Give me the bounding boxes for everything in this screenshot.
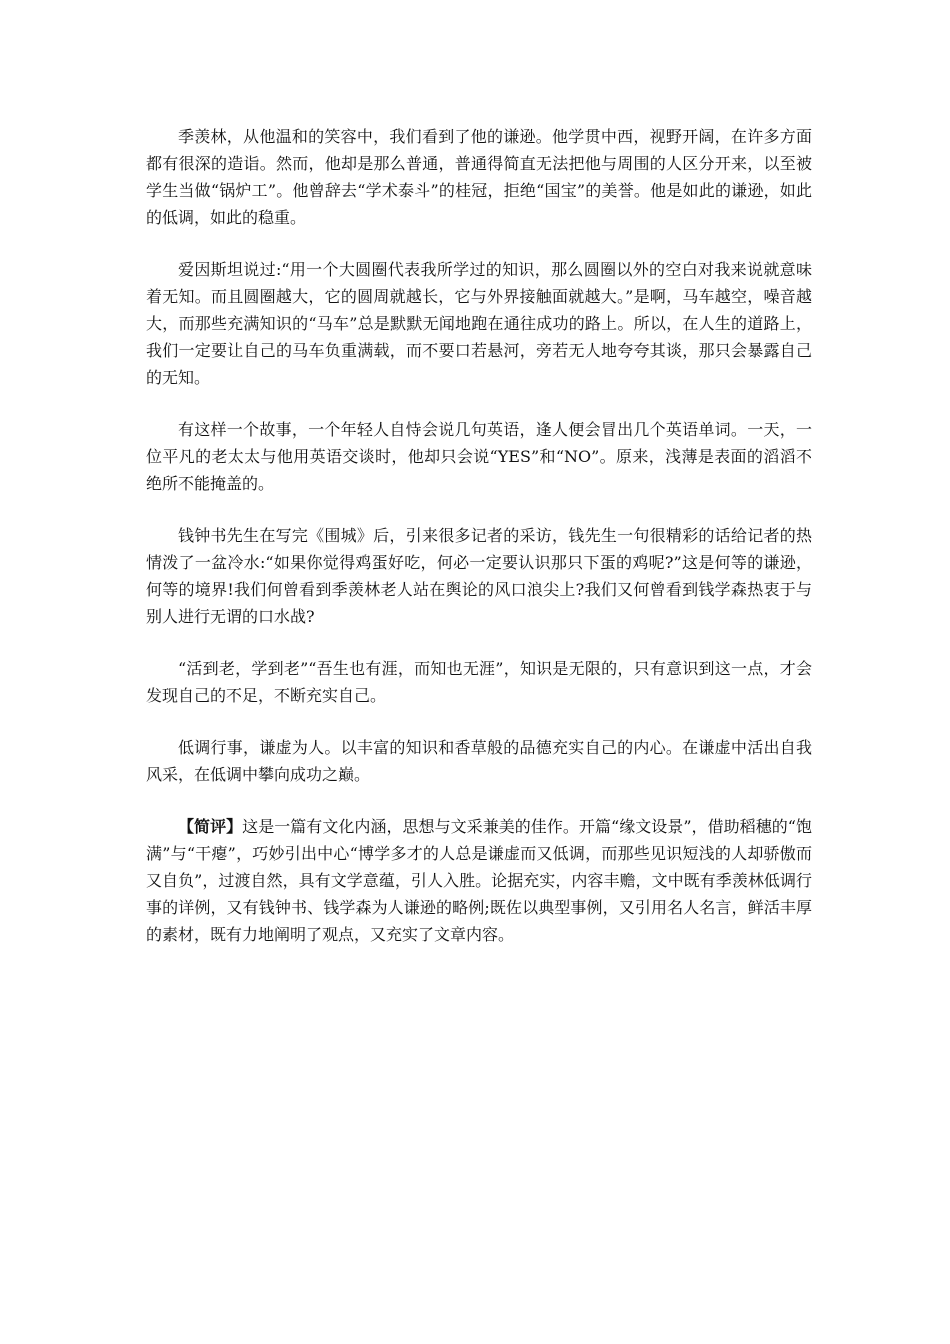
paragraph-qian-zhongshu: 钱钟书先生在写完《围城》后，引来很多记者的采访，钱先生一句很精彩的话给记者的热情泼了一盆冷水:“如果你觉得鸡蛋好吃，何必一定要认识那只下蛋的鸡呢?”这是何等的谦逊，何等的境界!我们何曾看到季羡林老人站在舆论的风口浪尖上?我们又何曾看到钱学森热衷于与别人进行无谓的口水战? xyxy=(146,526,812,626)
paragraph-conclusion: 低调行事，谦虚为人。以丰富的知识和香草般的品德充实自己的内心。在谦虚中活出自我风采，在低调中攀向成功之巅。 xyxy=(146,738,812,784)
essay-body xyxy=(146,123,812,973)
paragraph-story: 有这样一个故事，一个年轻人自恃会说几句英语，逢人便会冒出几个英语单词。一天，一位平凡的老太太与他用英语交谈时，他却只会说“YES”和“NO”。原来，浅薄是表面的滔滔不绝所不能掩盖的。 xyxy=(146,420,812,493)
paragraph-einstein: 爱因斯坦说过:“用一个大圆圈代表我所学过的知识，那么圆圈以外的空白对我来说就意味着无知。而且圆圈越大，它的圆周就越长，它与外界接触面就越大。”是啊，马车越空，噪音越大，而那些充满知识的“马车”总是默默无闻地跑在通往成功的路上。所以，在人生的道路上，我们一定要让自己的马车负重满载，而不要口若悬河，旁若无人地夸夸其谈，那只会暴露自己的无知。 xyxy=(146,260,812,387)
paragraph-lifelong-learning: “活到老，学到老”“吾生也有涯，而知也无涯”，知识是无限的，只有意识到这一点，才会发现自己的不足，不断充实自己。 xyxy=(146,659,812,705)
paragraph-ji-xianlin: 季羡林，从他温和的笑容中，我们看到了他的谦逊。他学贯中西，视野开阔，在许多方面都有很深的造诣。然而，他却是那么普通，普通得简直无法把他与周围的人区分开来，以至被学生当做“锅炉工”。他曾辞去“学术泰斗”的桂冠，拒绝“国宝”的美誉。他是如此的谦逊，如此的低调，如此的稳重。 xyxy=(146,127,812,227)
review-text: 这是一篇有文化内涵，思想与文采兼美的佳作。开篇“缘文设景”，借助稻穗的“饱满”与“干瘪”，巧妙引出中心“博学多才的人总是谦虚而又低调，而那些见识短浅的人却骄傲而又自负”，过渡自然，具有文学意蕴，引人入胜。论据充实，内容丰赡，文中既有季羡林低调行事的详例，又有钱钟书、钱学森为人谦逊的略例;既佐以典型事例，又引用名人名言，鲜活丰厚的素材，既有力地阐明了观点，又充实了文章内容。 xyxy=(146,817,812,944)
review-label: 【简评】 xyxy=(178,817,243,836)
review-paragraph xyxy=(146,813,812,948)
